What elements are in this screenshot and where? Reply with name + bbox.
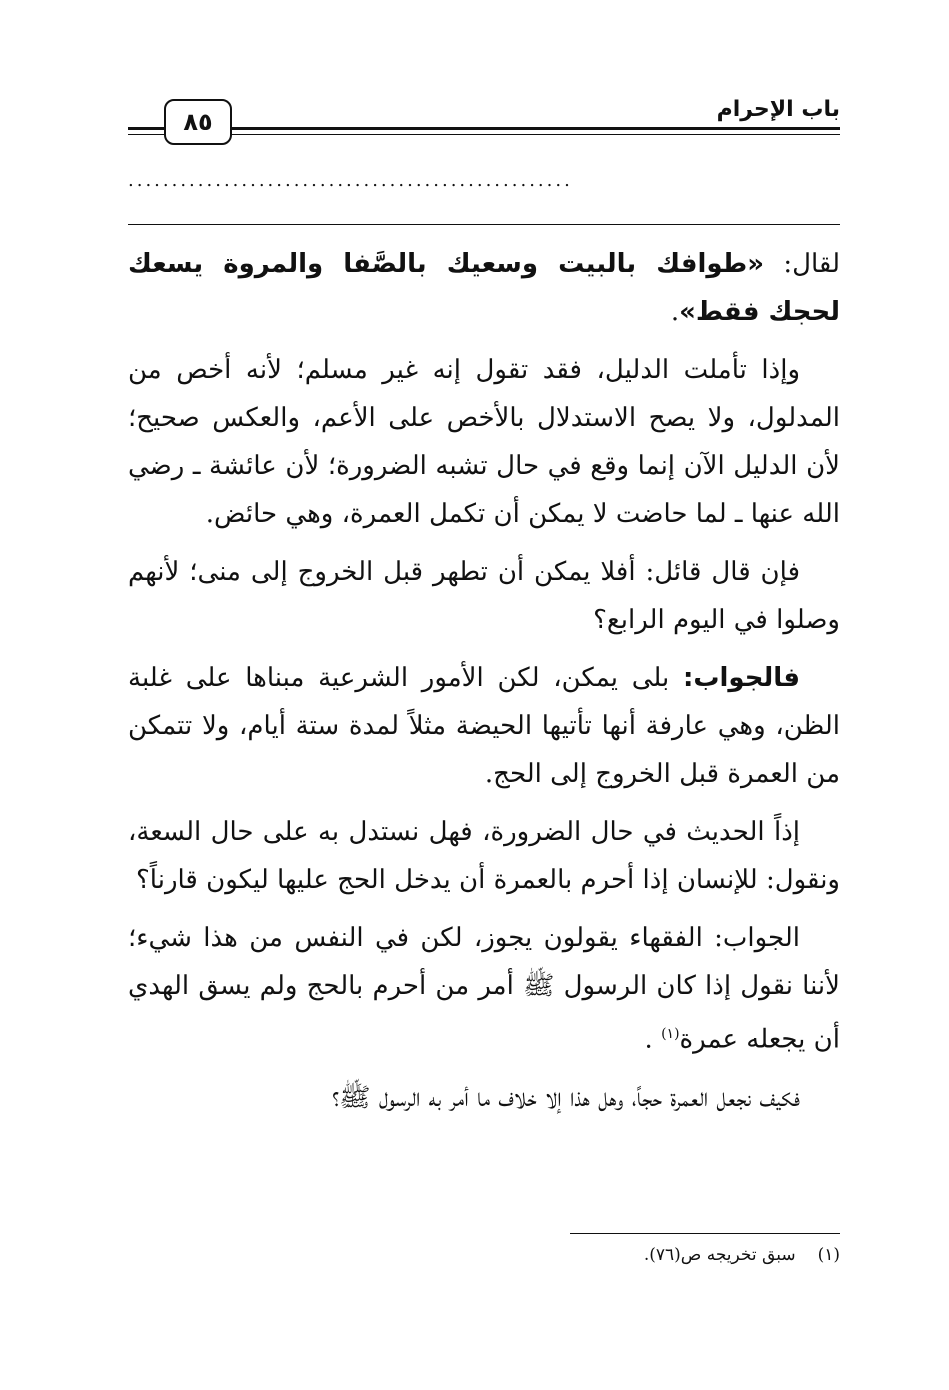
paragraph-tail: . — [670, 297, 680, 327]
chapter-title: باب الإحرام — [716, 97, 840, 122]
section-rule — [128, 224, 840, 225]
page-number: ٨٥ — [164, 99, 232, 145]
page-header — [128, 95, 840, 155]
header-rule-thin — [128, 134, 840, 135]
paragraph-body: بلى يمكن، لكن الأمور الشرعية مبناها على غلبة الظن، وهي عارفة أنها تأتيها الحيضة مثلاً لمدة ستة أيام، ولا تتمكن من العمرة قبل الخروج إلى الحج. — [128, 663, 840, 789]
paragraph-1 — [128, 240, 840, 336]
paragraph-6 — [128, 914, 840, 1064]
body-text — [128, 240, 840, 1132]
paragraph-lead: لقال: — [764, 249, 840, 279]
paragraph-4 — [128, 654, 840, 798]
paragraph-2: وإذا تأملت الدليل، فقد تقول إنه غير مسلم؛ لأنه أخص من المدلول، ولا يصح الاستدلال بالأخص على الأعم، والعكس صحيح؛ لأن الدليل الآن إنما وقع في حال تشبه الضرورة؛ لأن عائشة ـ رضي الله عنها ـ لما حاضت لا يمكن أن تكمل العمرة، وهي حائض. — [128, 355, 840, 529]
footnote — [128, 1240, 840, 1270]
hadith-quote: «طوافك بالبيت وسعيك بالصَّفا والمروة يسعك لحجك فقط» — [128, 249, 840, 327]
paragraph-body: الجواب: الفقهاء يقولون يجوز، لكن في النفس من هذا شيء؛ لأننا نقول إذا كان الرسول ﷺ أمر من أحرم بالحج ولم يسق الهدي أن يجعله عمرة — [128, 923, 840, 1055]
paragraph-tail: . — [644, 1024, 662, 1055]
paragraph-5: إذاً الحديث في حال الضرورة، فهل نستدل به على حال السعة، ونقول: للإنسان إذا أحرم بالعمرة أن يدخل الحج عليها ليكون قارناً؟ — [128, 817, 840, 895]
footnote-rule — [570, 1233, 840, 1234]
answer-label: فالجواب: — [682, 663, 800, 693]
paragraph-7: فكيف نجعل العمرة حجاً، وهل هذا إلا خلاف ما أمر به الرسول ﷺ؟ — [332, 1082, 800, 1113]
paragraph-3: فإن قال قائل: أفلا يمكن أن تطهر قبل الخروج إلى منى؛ لأنهم وصلوا في اليوم الرابع؟ — [128, 557, 840, 635]
separator-dots: ................................................... — [128, 170, 573, 191]
footnote-number: (١) — [817, 1245, 840, 1265]
footnote-ref: (١) — [661, 1026, 680, 1042]
header-rule — [128, 127, 840, 130]
footnote-text: سبق تخريجه ص(٧٦). — [643, 1245, 796, 1265]
